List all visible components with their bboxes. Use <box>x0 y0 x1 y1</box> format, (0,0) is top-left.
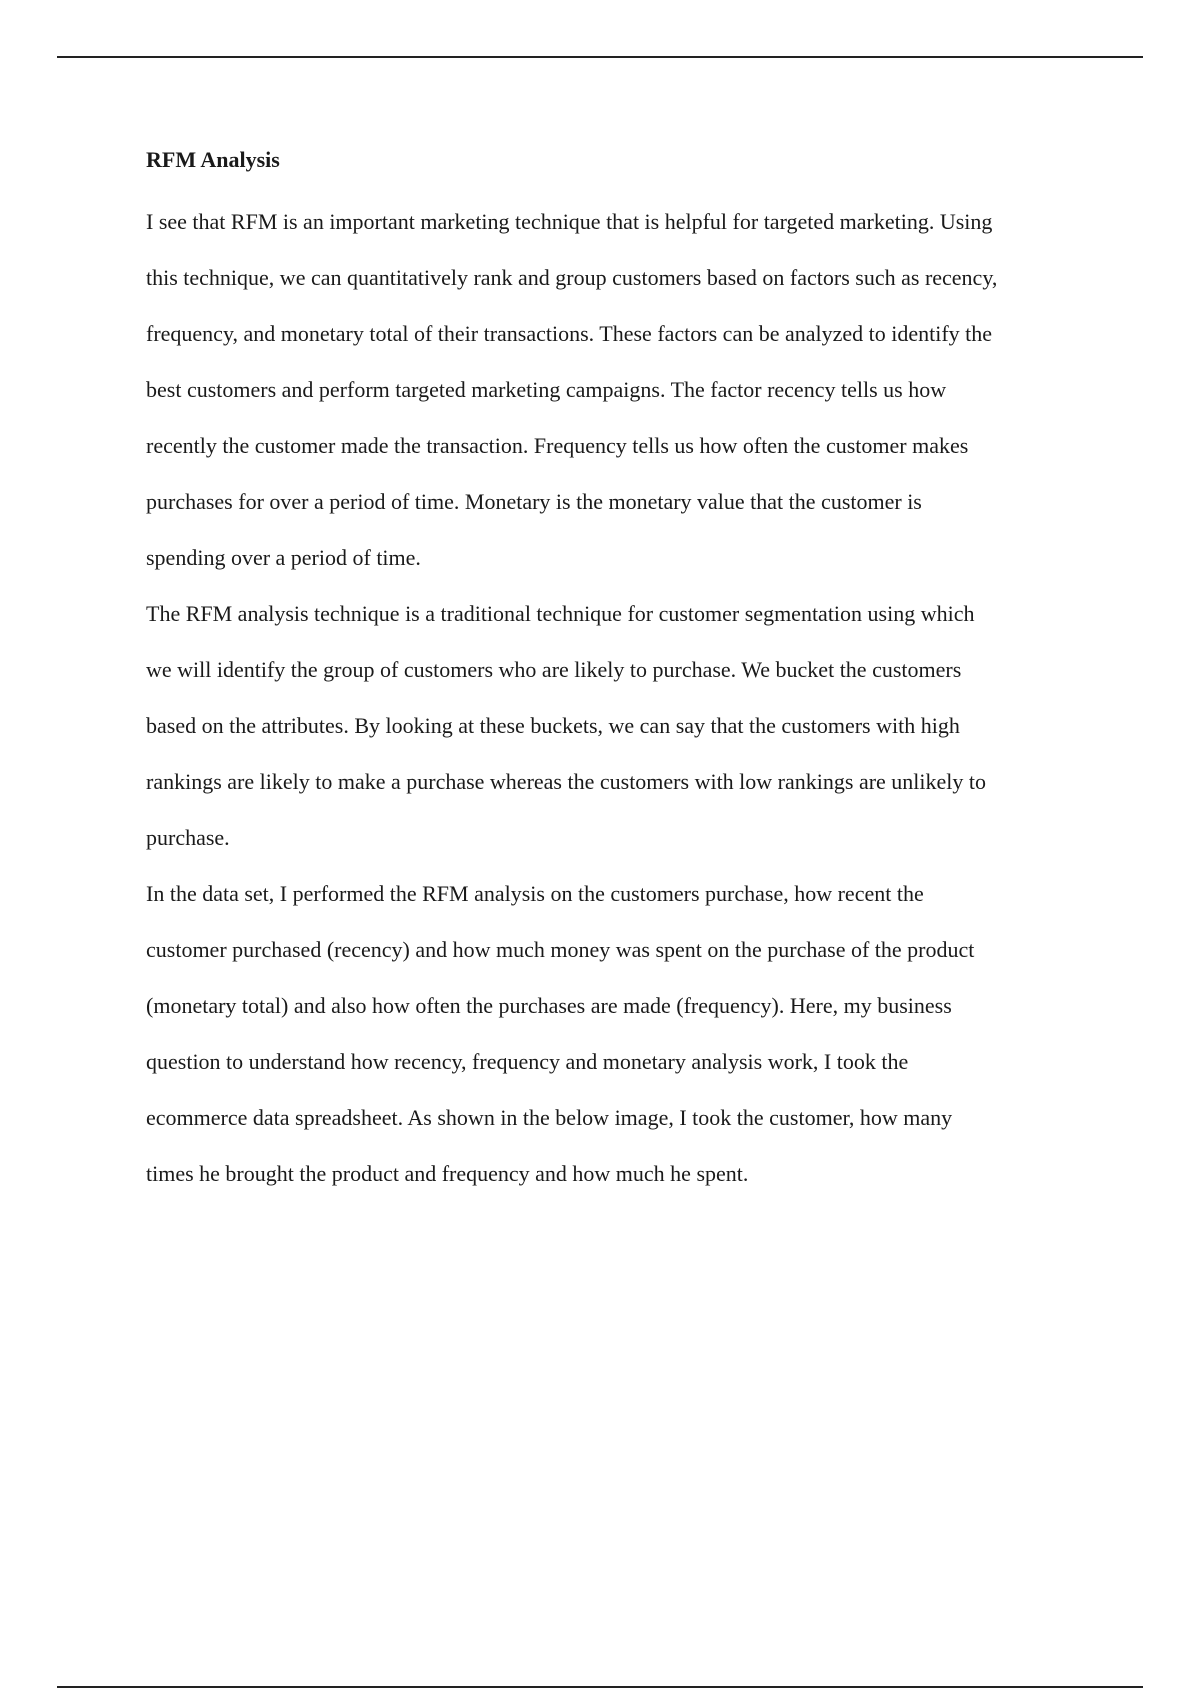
paragraph-line: ecommerce data spreadsheet. As shown in the below image, I took the customer, how many <box>146 1105 953 1130</box>
paragraph-line: purchases for over a period of time. Monetary is the monetary value that the customer is <box>146 489 922 514</box>
paragraph-line: purchase. <box>146 825 230 850</box>
paragraph-line: this technique, we can quantitatively rank and group customers based on factors such as recency, <box>146 265 998 290</box>
paragraph-line: question to understand how recency, frequency and monetary analysis work, I took the <box>146 1049 909 1074</box>
page-bottom-rule <box>57 1686 1143 1688</box>
paragraph-line: In the data set, I performed the RFM analysis on the customers purchase, how recent the <box>146 881 924 906</box>
paragraph-line: (monetary total) and also how often the purchases are made (frequency). Here, my business <box>146 993 952 1018</box>
page-top-rule <box>57 56 1143 58</box>
paragraph-rfm-definition <box>146 194 1086 586</box>
paragraph-line: best customers and perform targeted marketing campaigns. The factor recency tells us how <box>146 377 947 402</box>
paragraph-line: The RFM analysis technique is a traditional technique for customer segmentation using which <box>146 601 975 626</box>
paragraph-line: times he brought the product and frequency and how much he spent. <box>146 1161 749 1186</box>
paragraph-line: recently the customer made the transaction. Frequency tells us how often the customer makes <box>146 433 969 458</box>
paragraph-line: we will identify the group of customers who are likely to purchase. We bucket the customers <box>146 657 962 682</box>
paragraph-line: rankings are likely to make a purchase whereas the customers with low rankings are unlikely to <box>146 769 987 794</box>
section-heading: RFM Analysis <box>146 147 280 172</box>
document-body <box>146 140 1086 1202</box>
paragraph-line: based on the attributes. By looking at these buckets, we can say that the customers with high <box>146 713 960 738</box>
paragraph-line: spending over a period of time. <box>146 545 421 570</box>
paragraph-line: frequency, and monetary total of their transactions. These factors can be analyzed to identify the <box>146 321 993 346</box>
paragraph-rfm-dataset <box>146 866 1086 1202</box>
paragraph-rfm-segmentation <box>146 586 1086 866</box>
paragraph-line: customer purchased (recency) and how much money was spent on the purchase of the product <box>146 937 975 962</box>
paragraph-line: I see that RFM is an important marketing technique that is helpful for targeted marketing. Using <box>146 209 993 234</box>
